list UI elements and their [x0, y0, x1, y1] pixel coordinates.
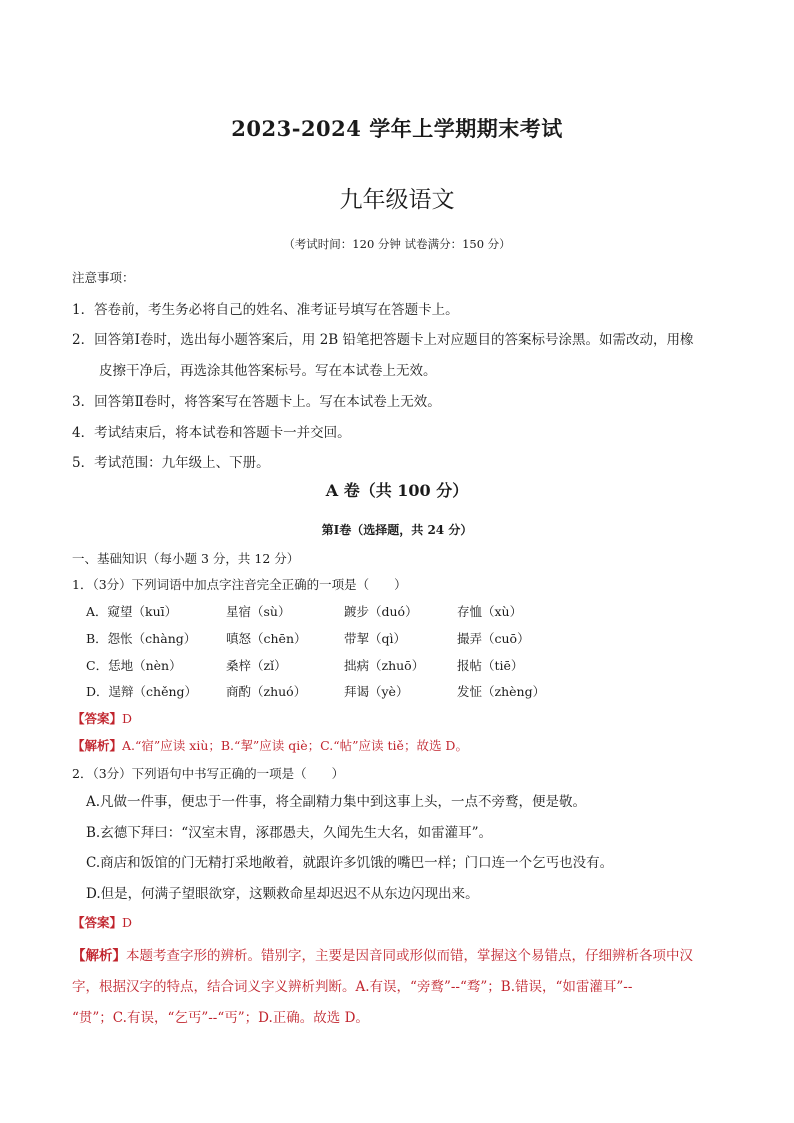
- answer-value: D: [122, 915, 133, 930]
- exam-title: 2023-2024 学年上学期期末考试: [231, 116, 563, 141]
- q2-analysis-line-3: “贯”；C.有误，“乞丐”--“丐”；D.正确。故选 D。: [72, 1010, 369, 1026]
- q1-option-c3: 拙病（zhuō）: [344, 658, 425, 673]
- q2-analysis-line-1: [72, 944, 693, 964]
- q2-answer: [72, 913, 132, 931]
- q1-option-b3: 带挈（qì）: [344, 631, 406, 646]
- q1-option-d2: 商酌（zhuó）: [226, 684, 307, 699]
- q1-option-a3: 踱步（duó）: [344, 604, 418, 619]
- note-item-3: 3．回答第Ⅱ卷时，将答案写在答题卡上。写在本试卷上无效。: [72, 394, 441, 410]
- q1-option-b4: 撮弄（cuō）: [457, 631, 530, 646]
- q2-analysis-line-2: 字，根据汉字的特点，结合词义字义辨析判断。A.有误，“旁鹜”--“骛”；B.错误，“如雷灌耳”--: [72, 979, 633, 995]
- q1-option-c2: 桑梓（zǐ）: [226, 658, 287, 673]
- exam-time-info: （考试时间：120 分钟 试卷满分：150 分）: [283, 237, 511, 251]
- q1-option-a2: 星宿（sù）: [226, 604, 291, 619]
- q1-option-d4: 发怔（zhèng）: [457, 684, 546, 699]
- q1-option-d3: 拜谒（yè）: [344, 684, 409, 699]
- part1-title: 第Ⅰ卷（选择题，共 24 分）: [321, 523, 473, 537]
- q2-option-a: A.凡做一件事，便忠于一件事，将全副精力集中到这事上头，一点不旁鹜，便是敬。: [86, 794, 587, 810]
- analysis-text: A.“宿”应读 xiù；B.“挈”应读 qiè；C.“帖”应读 tiě；故选 D。: [122, 738, 468, 753]
- q1-option-b1: B．怨怅（chàng）: [86, 631, 197, 646]
- q1-option-d1: D．逞辩（chěng）: [86, 684, 198, 699]
- q1-option-a1: A．窥望（kuī）: [86, 604, 178, 619]
- answer-label: 【答案】: [72, 915, 123, 930]
- q2-stem: 2．（3分）下列语句中书写正确的一项是（ ）: [72, 766, 345, 781]
- q2-option-b: B.玄德下拜曰：“汉室末胄，涿郡愚夫，久闻先生大名，如雷灌耳”。: [86, 825, 493, 841]
- note-item-2: 2．回答第Ⅰ卷时，选出每小题答案后，用 2B 铅笔把答题卡上对应题目的答案标号涂黑。如需改动，用橡: [72, 332, 694, 348]
- answer-label: 【答案】: [72, 711, 123, 726]
- analysis-label: 【解析】: [72, 948, 126, 964]
- q2-option-d: D.但是，何满子望眼欲穿，这颗救命星却迟迟不从东边闪现出来。: [86, 886, 479, 902]
- analysis-label: 【解析】: [72, 738, 123, 753]
- q1-option-c1: C．恁地（nèn）: [86, 658, 182, 673]
- q1-stem: 1．（3分）下列词语中加点字注音完全正确的一项是（ ）: [72, 577, 407, 592]
- analysis-text: 本题考查字形的辨析。错别字，主要是因音同或形似而错，掌握这个易错点，仔细辨析各项中汉: [126, 948, 693, 964]
- q1-answer: [72, 709, 132, 727]
- q1-analysis: [72, 736, 468, 754]
- notes-heading: 注意事项：: [72, 270, 135, 285]
- q1-option-b2: 嗔怒（chēn）: [226, 631, 307, 646]
- note-item-1: 1．答卷前，考生务必将自己的姓名、准考证号填写在答题卡上。: [72, 302, 459, 318]
- note-item-5: 5．考试范围：九年级上、下册。: [72, 455, 270, 471]
- section-a-title: A 卷（共 100 分）: [325, 481, 469, 500]
- basics-heading: 一、基础知识（每小题 3 分，共 12 分）: [72, 551, 300, 566]
- q1-option-c4: 报帖（tiē）: [457, 658, 524, 673]
- exam-subtitle: 九年级语文: [339, 187, 455, 213]
- note-item-2-cont: 皮擦干净后，再选涂其他答案标号。写在本试卷上无效。: [99, 363, 437, 379]
- answer-value: D: [122, 711, 133, 726]
- note-item-4: 4．考试结束后，将本试卷和答题卡一并交回。: [72, 425, 351, 441]
- q1-option-a4: 存恤（xù）: [457, 604, 523, 619]
- q2-option-c: C.商店和饭馆的门无精打采地敞着，就跟许多饥饿的嘴巴一样；门口连一个乞丐也没有。: [86, 855, 614, 871]
